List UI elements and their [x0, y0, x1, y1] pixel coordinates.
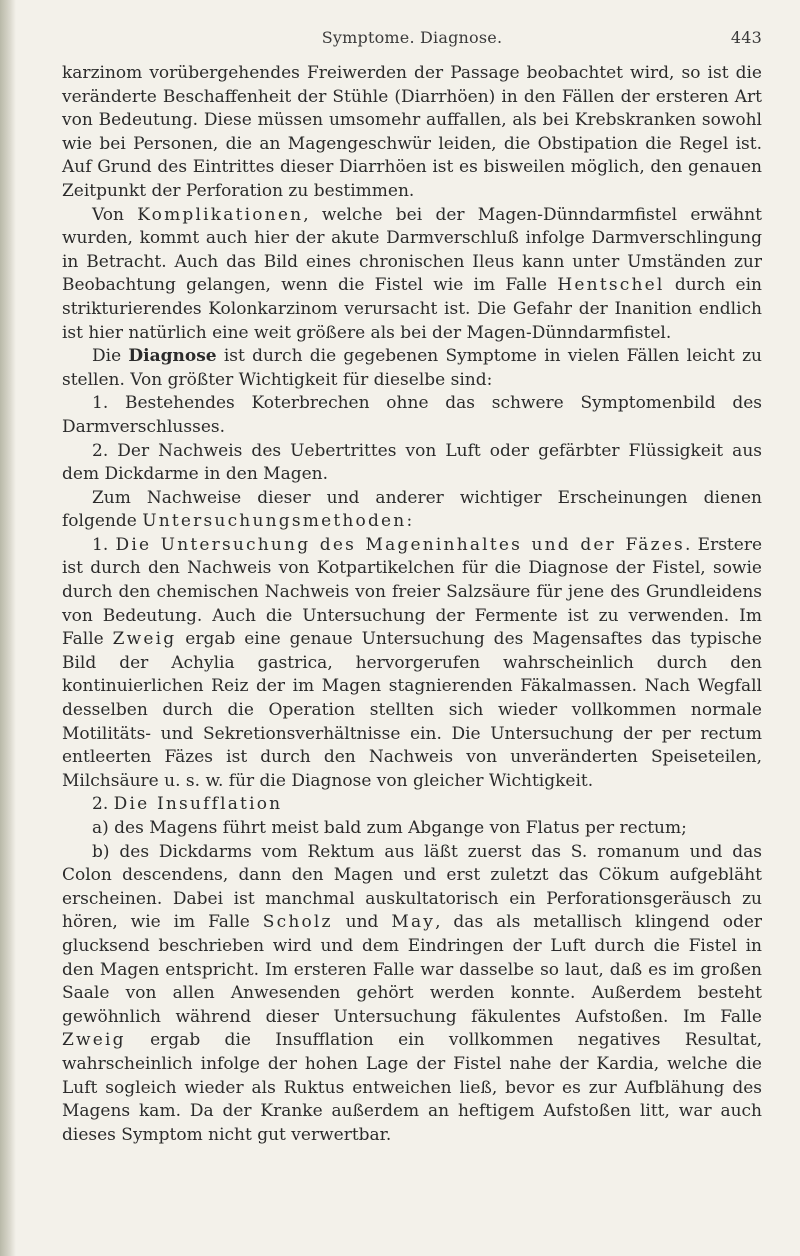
emphasis-spaced: Die Insufflation [113, 794, 283, 815]
text-run: 1. [92, 534, 116, 555]
text-run: : [406, 511, 413, 532]
text-run: 1. Bestehendes Koterbrechen ohne das schwere Symptomenbild des Darmverschlusses. [62, 393, 762, 437]
list-item-insufflation-dickdarm [62, 841, 762, 1148]
text-run: 2. [92, 794, 114, 815]
list-item-koterbrechen [62, 392, 762, 439]
text-run: . Erstere ist durch den Nachweis von Kotpartikelchen für die Diagnose der Fistel, sowie durch den chemischen Nachweis von freier Salzsäure für jene des Grundleidens von Bedeutung. Auch die Untersuchung der Fermente ist zu verwenden. Im Falle [62, 534, 763, 650]
text-run: , welche bei der Magen-Dünndarmfistel erwähnt wurden, kommt auch hier der akute Darmverschluß infolge Darmverschlingung in Betracht. Auch das Bild eines chronischen Ileus kann unter Umständen zur Beobachtung gelangen, wenn die Fistel wie im Falle [62, 204, 762, 296]
emphasis-bold: Diagnose [128, 346, 217, 367]
paragraph-perforation-diarrhea [62, 62, 762, 204]
text-run: Von [92, 204, 138, 225]
scan-gutter-shadow [0, 0, 16, 1256]
text-run: durch ein strikturierendes Kolonkarzinom verursacht ist. Die Gefahr der Inanition endlich ist hier natürlich eine weit größere als bei der Magen-Dünndarmfistel. [62, 275, 762, 343]
text-run: Die [92, 346, 129, 367]
list-item-luft-nachweis [62, 440, 762, 487]
text-run: b) des Dickdarms vom Rektum aus läßt zuerst das S. romanum und das Colon descendens, dann den Magen und erst zuletzt das Cökum aufgebläht erscheinen. Dabei ist manchmal auskultatorisch ein Perforationsgeräusch zu hören, wie im Falle [62, 841, 762, 933]
list-item-insufflation-magen [62, 817, 762, 841]
emphasis-spaced: Komplikationen [137, 204, 304, 225]
text-run: a) des Magens führt meist bald zum Abgange von Flatus per rectum; [92, 818, 687, 838]
text-run: 2. Der Nachweis des Uebertrittes von Luft oder gefärbter Flüssigkeit aus dem Dickdarme in den Magen. [62, 440, 762, 485]
text-run: , das als metallisch klingend oder glucksend beschrieben wird und dem Eindringen der Luft durch die Fistel in den Magen entspricht. Im ersteren Falle war dasselbe so laut, daß es im großen Saale von allen Anwesenden gehört werden konnte. Außerdem besteht gewöhnlich während dieser Untersuchung fäkulentes Aufstoßen. Im Falle [62, 912, 763, 1027]
emphasis-spaced: Zweig [112, 629, 177, 650]
text-run: ist durch die gegebenen Symptome in vielen Fällen leicht zu stellen. Von größter Wichtigkeit für dieselbe sind: [62, 346, 763, 390]
book-page [62, 28, 762, 1147]
text-run: Zum Nachweise dieser und anderer wichtiger Erscheinungen dienen folgende [62, 487, 762, 532]
paragraph-complications [62, 204, 762, 346]
emphasis-spaced: Die Untersuchung des Mageninhaltes und der Fäzes [115, 534, 685, 555]
emphasis-spaced: Zweig [62, 1030, 126, 1051]
emphasis-spaced: Scholz [262, 912, 333, 933]
list-item-insufflation [62, 793, 762, 817]
emphasis-spaced: Untersuchungsmethoden [142, 511, 407, 532]
body-text [62, 62, 762, 1147]
list-item-untersuchung-mageninhalt [62, 534, 762, 794]
paragraph-diagnosis [62, 345, 762, 392]
emphasis-spaced: Hentschel [557, 275, 665, 296]
running-head: Symptome. Diagnose. [321, 28, 503, 47]
emphasis-spaced: May [391, 912, 436, 933]
text-run: ergab eine genaue Untersuchung des Magensaftes das typische Bild der Achylia gastrica, hervorgerufen wahrscheinlich durch den kontinuierlichen Reiz der im Magen stagnierenden Fäkalmassen. Nach Wegfall desselben durch die Operation stellten sich wieder vollkommen normale Motilitäts- und Sekretionsverhältnisse ein. Die Untersuchung der per rectum entleerten Fäzes ist durch den Nachweis von unveränderten Speiseteilen, Milchsäure u. s. w. für die Diagnose von gleicher Wichtigkeit. [62, 629, 762, 791]
page-header [62, 28, 762, 62]
page-number: 443 [730, 28, 762, 47]
paragraph-untersuchungsmethoden [62, 487, 762, 534]
text-run: karzinom vorübergehendes Freiwerden der Passage beobachtet wird, so ist die veränderte Beschaffenheit der Stühle (Diarrhöen) in den Fällen der ersteren Art von Bedeutung. Diese müssen umsomehr auffallen, als bei Krebskranken sowohl wie bei Personen, die an Magengeschwür leiden, die Obstipation die Regel ist. Auf Grund des Eintrittes dieser Diarrhöen ist es bisweilen möglich, den genauen Zeitpunkt der Perforation zu bestimmen. [62, 63, 762, 201]
text-run: ergab die Insufflation ein vollkommen negatives Resultat, wahrscheinlich infolge der hohen Lage der Fistel nahe der Kardia, welche die Luft sogleich wieder als Ruktus entweichen ließ, bevor es zur Aufblähung des Magens kam. Da der Kranke außerdem an heftigem Aufstoßen litt, war auch dieses Symptom nicht gut verwertbar. [62, 1030, 762, 1145]
text-run: und [332, 912, 392, 933]
